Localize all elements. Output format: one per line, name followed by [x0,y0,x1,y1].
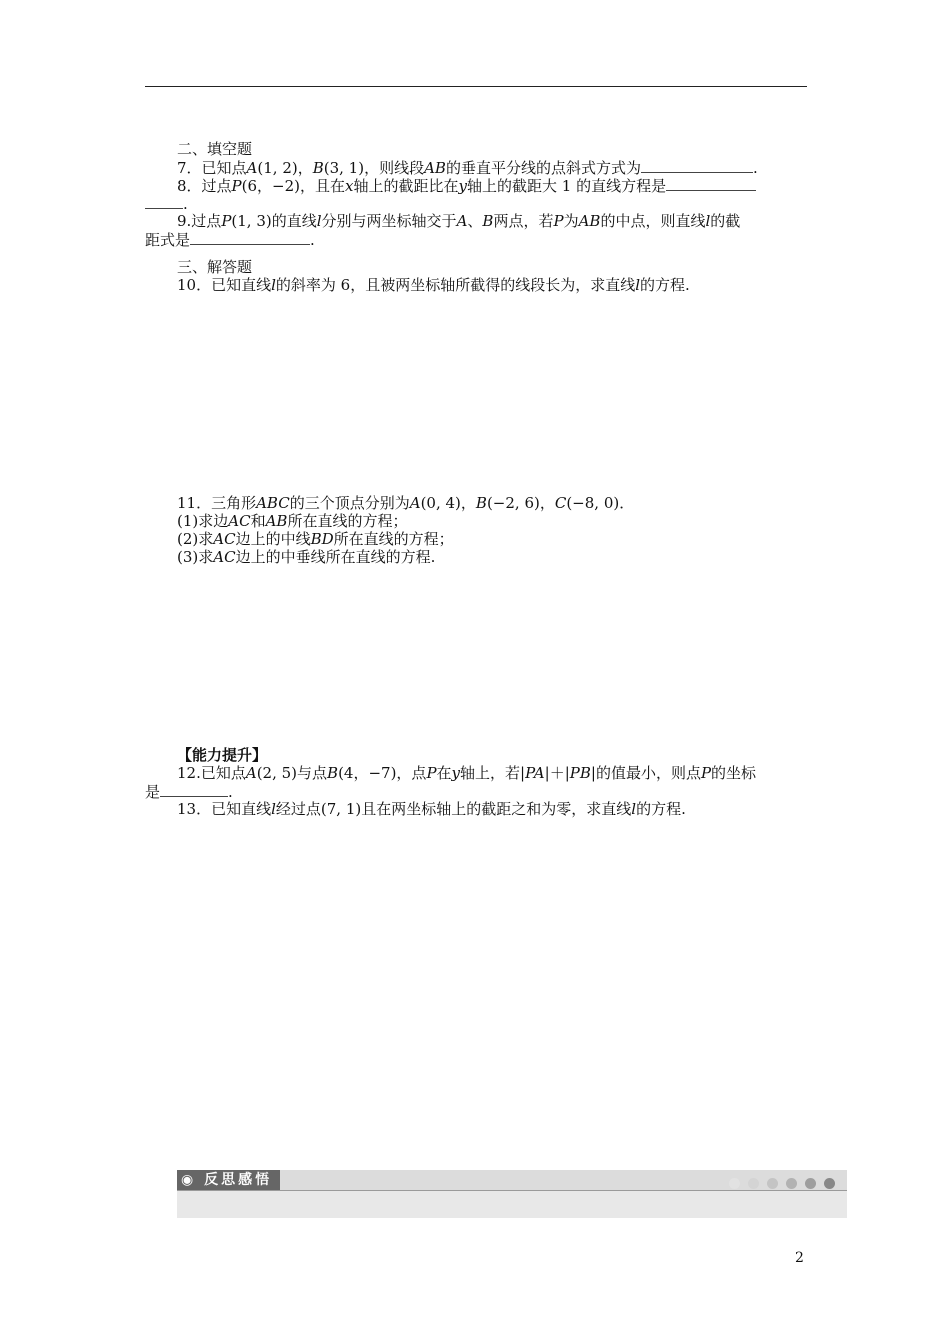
q9-text: 两点，若 [493,212,554,230]
decorative-dot [824,1178,835,1189]
q8-answer-blank-cont[interactable] [145,194,183,209]
q8-text: 轴上的截距大 1 的直线方程是 [466,177,667,195]
q8-text: 8．过点 [177,177,232,195]
question-11-part-3 [145,548,839,566]
q9-answer-blank[interactable] [190,230,310,245]
decorative-dot [786,1178,797,1189]
question-13 [145,800,839,818]
reflection-header-bar [177,1170,847,1191]
question-12 [145,764,839,782]
q11-text: 所在直线的方程； [333,530,454,548]
q12-text: 在 [436,764,452,782]
question-7 [145,158,839,177]
q12-segment: PA [525,764,545,782]
q9-text: 的中点，则直线 [600,212,706,230]
q12-text: |＋| [544,764,570,782]
q9-point: P [553,212,564,230]
q7-text: (1, 2)， [257,159,313,177]
q7-point-a: A [246,159,258,177]
q7-text: 7．已知点 [177,159,247,177]
q9-end: . [310,231,315,249]
decorative-dots [721,1174,835,1186]
page-number: 2 [795,1250,804,1266]
q12-text: 轴上，若| [460,764,526,782]
question-8-cont [145,194,807,213]
q9-text: (1, 3)的直线 [231,212,317,230]
q9-text: 的截 [710,212,741,230]
q9-text: 、 [467,212,483,230]
q12-text: 12.已知点 [177,764,246,782]
header-rule [145,86,807,87]
q7-end: . [752,159,758,177]
q8-y-var: y [458,177,467,195]
q12-y-var: y [451,764,461,782]
section-solve-heading: 三、解答题 [177,258,253,276]
question-11 [145,494,839,512]
q11-point-a: A [409,494,421,512]
q7-segment: AB [424,159,446,177]
question-9-cont [145,230,807,249]
q12-text: |的值最小，则点 [590,764,701,782]
q11-text: 的三个顶点分别为 [289,494,410,512]
q13-text: 13．已知直线 [177,800,272,818]
q11-text: 边上的中垂线所在直线的方程. [235,548,436,566]
question-10 [145,276,839,294]
q7-answer-blank[interactable] [641,158,753,173]
q9-segment: AB [578,212,601,230]
q11-segment: AB [265,512,288,530]
question-12-cont [145,782,807,801]
q9-text: 距式是 [145,231,191,249]
question-11-part-1 [145,512,839,530]
q11-text: (−8, 0)． [566,494,635,512]
q8-text: 轴上的截距比在 [353,177,459,195]
q12-answer-blank[interactable] [160,782,228,797]
q10-line-var: l [635,276,641,294]
q8-answer-blank[interactable] [666,176,756,191]
question-9 [145,212,839,230]
q11-triangle: ABC [256,494,290,512]
q12-segment: PB [569,764,591,782]
q13-text: 经过点(7, 1)且在两坐标轴上的截距之和为零，求直线 [275,800,632,818]
q11-text: 和 [250,512,266,530]
q11-segment: AC [228,512,251,530]
q13-line-var: l [631,800,637,818]
q11-point-b: B [475,494,487,512]
q9-point-a: A [456,212,468,230]
decorative-dot [805,1178,816,1189]
q11-segment: AC [213,548,236,566]
q11-text: (1)求边 [177,512,229,530]
q11-text: 边上的中线 [235,530,311,548]
q12-point-b: B [327,764,339,782]
decorative-dot [748,1178,759,1189]
q11-point-c: C [554,494,567,512]
decorative-dot [729,1178,740,1189]
q9-text: 分别与两坐标轴交于 [321,212,457,230]
q11-text: (2)求 [177,530,214,548]
q9-text: 为 [563,212,579,230]
q11-segment: BD [310,530,334,548]
q9-point: P [221,212,232,230]
q12-text: (2, 5)与点 [256,764,328,782]
q12-text: 是 [145,783,161,801]
q12-point: P [700,764,712,782]
q13-line-var: l [271,800,276,818]
q8-end: . [183,195,188,213]
section-fill-heading: 二、填空题 [177,140,253,158]
section-advanced-heading: 【能力提升】 [177,746,268,764]
q11-text: 所在直线的方程； [287,512,408,530]
q12-text: (4，−7)，点 [338,764,427,782]
decorative-dot [767,1178,778,1189]
q7-text: 的垂直平分线的点斜式方式为 [445,159,641,177]
question-8 [145,176,839,195]
q10-text: 的斜率为 6，且被两坐标轴所截得的线段长为，求直线 [275,276,636,294]
q11-text: (0, 4)， [420,494,476,512]
q11-segment: AC [213,530,236,548]
reflection-box [177,1170,847,1218]
q12-point-a: A [245,764,257,782]
q12-text: 的坐标 [711,764,757,782]
q8-point: P [231,177,242,195]
q11-text: 11．三角形 [177,494,257,512]
q11-text: (3)求 [177,548,214,566]
q7-point-b: B [312,159,324,177]
q9-line-var: l [705,212,711,230]
q9-point-b: B [482,212,494,230]
q8-x-var: x [345,177,354,195]
q9-text: 9.过点 [177,212,222,230]
q12-end: . [228,783,233,801]
q8-text: (6，−2)，且在 [241,177,346,195]
q10-text: 的方程. [640,276,690,294]
q12-point: P [426,764,437,782]
q11-text: (−2, 6)， [486,494,555,512]
q10-text: 10．已知直线 [177,276,272,294]
q10-line-var: l [271,276,276,294]
q9-line-var: l [316,212,322,230]
q7-text: (3, 1)，则线段 [323,159,425,177]
reflection-title: ◉ 反思感悟 [177,1170,280,1190]
q13-text: 的方程. [636,800,686,818]
question-11-part-2 [145,530,839,548]
